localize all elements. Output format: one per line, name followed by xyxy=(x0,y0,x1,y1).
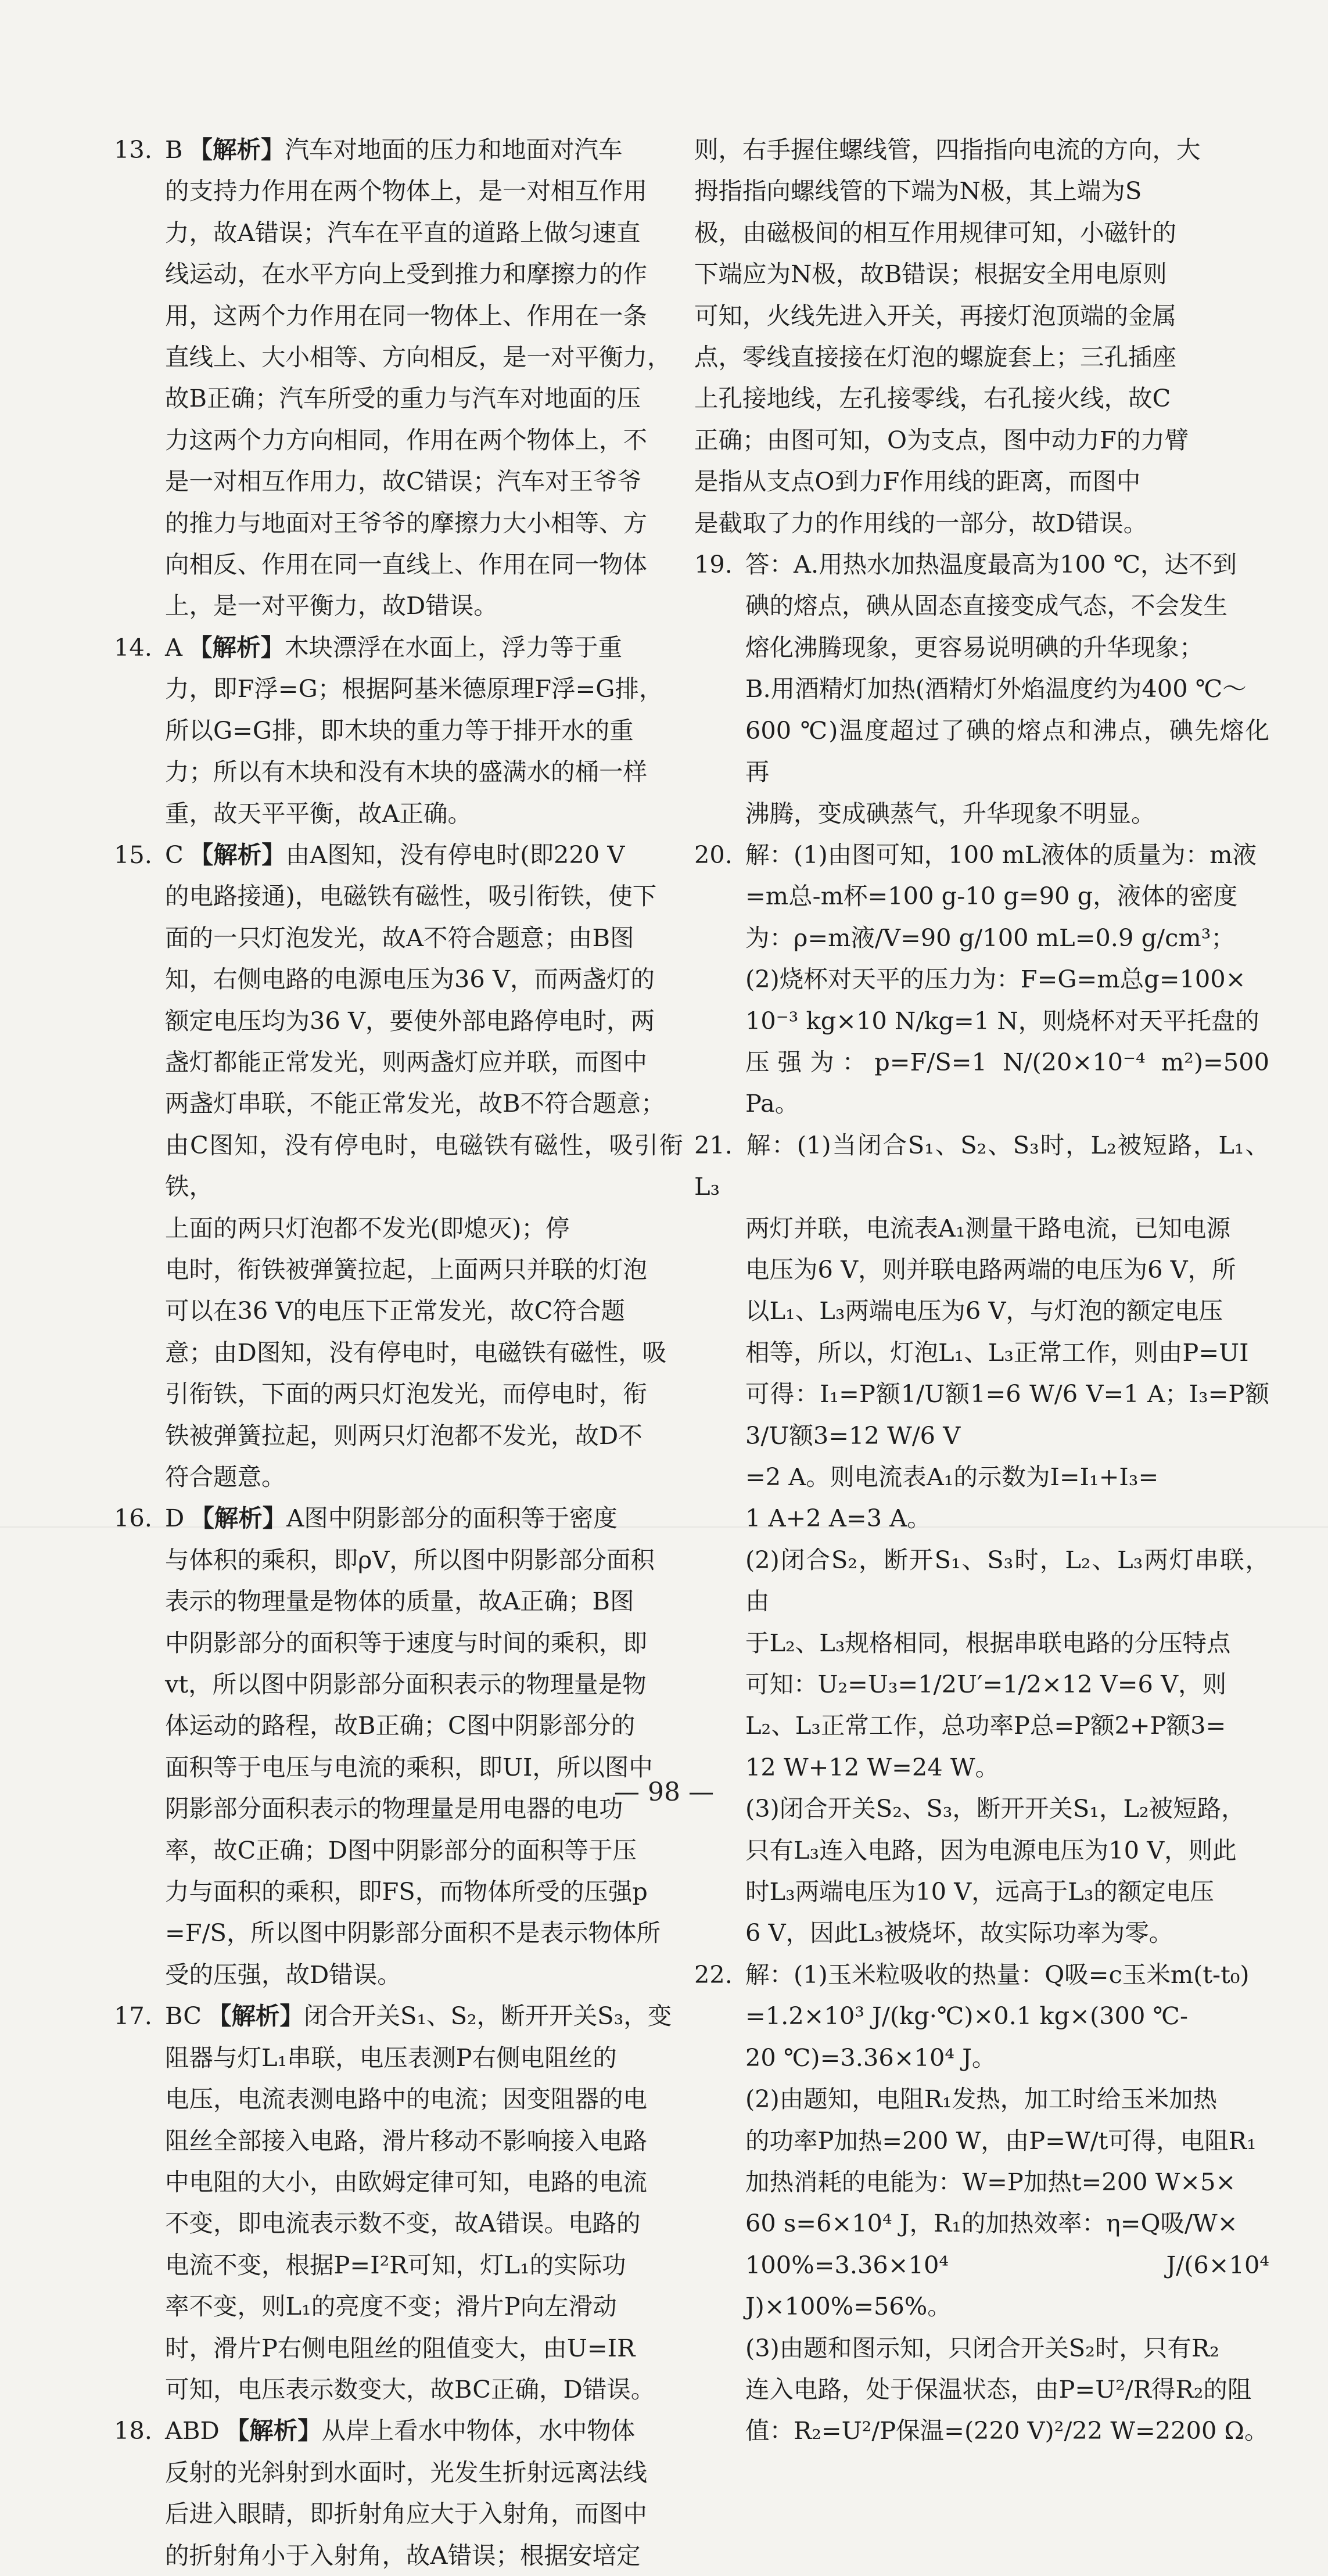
answer-line: 面积等于电压与电流的乘积，即UI，所以图中 xyxy=(165,1752,653,1781)
answer-first-line xyxy=(694,834,1269,875)
answer-line: 极，由磁极间的相互作用规律可知，小磁针的 xyxy=(694,218,1177,247)
answer-line: 中电阻的大小，由欧姆定律可知，电路的电流 xyxy=(165,2167,648,2196)
answer-line: 沸腾，变成碘蒸气，升华现象不明显。 xyxy=(745,799,1155,828)
answer-line: (3)闭合开关S₂、S₃，断开开关S₁，L₂被短路， xyxy=(745,1794,1246,1823)
answer-line: 可知：U₂=U₃=1/2U′=1/2×12 V=6 V，则 xyxy=(745,1670,1227,1699)
answer-line: 100%=3.36×10⁴ J/(6×10⁴ J)×100%=56%。 xyxy=(745,2250,1269,2321)
answer-line: 力，即F浮=G；根据阿基米德原理F浮=G排， xyxy=(165,674,663,703)
answer-line: 60 s=6×10⁴ J，R₁的加热效率：η=Q吸/W× xyxy=(745,2209,1238,2238)
analysis-tag: 【解析】 xyxy=(189,840,286,869)
analysis-tag: 【解析】 xyxy=(190,1504,287,1533)
answer-text: 答：A.用热水加热温度最高为100 ℃，达不到 xyxy=(745,550,1237,579)
answer-line: 意；由D图知，没有停电时，电磁铁有磁性，吸 xyxy=(165,1338,667,1367)
answer-line: 600 ℃)温度超过了碘的熔点和沸点，碘先熔化再 xyxy=(745,716,1269,786)
answer-line: 体运动的路程，故B正确；C图中阴影部分的 xyxy=(165,1711,636,1740)
answer-line: 知，右侧电路的电源电压为36 V，而两盏灯的 xyxy=(165,965,655,994)
answer-line: (2)闭合S₂，断开S₁、S₃时，L₂、L₃两灯串联，由 xyxy=(745,1545,1269,1616)
answer-item xyxy=(694,834,1269,1124)
answer-line: L₂、L₃正常工作，总功率P总=P额2+P额3= xyxy=(745,1711,1226,1740)
answer-line: 率，故C正确；D图中阴影部分的面积等于压 xyxy=(165,1835,637,1864)
answer-line: 的支持力作用在两个物体上，是一对相互作用 xyxy=(165,177,648,206)
question-number: 20. xyxy=(694,840,733,869)
answer-line: B.用酒精灯加热(酒精灯外焰温度约为400 ℃～ xyxy=(745,674,1247,703)
answer-text: 闭合开关S₁、S₂，断开开关S₃，变 xyxy=(304,2002,672,2031)
answer-line: 碘的熔点，碘从固态直接变成气态，不会发生 xyxy=(745,591,1228,620)
answer-line: 加热消耗的电能为：W=P加热t=200 W×5× xyxy=(745,2167,1236,2196)
answer-line: =F/S，所以图中阴影部分面积不是表示物体所 xyxy=(165,1918,661,1948)
answer-choice: BC xyxy=(165,2002,202,2031)
answer-first-line xyxy=(114,129,683,170)
answer-line: (2)由题知，电阻R₁发热，加工时给玉米加热 xyxy=(745,2085,1218,2114)
analysis-tag: 【解析】 xyxy=(207,2002,304,2031)
answer-text: A图中阴影部分的面积等于密度 xyxy=(286,1504,618,1533)
answer-choice: B xyxy=(165,135,183,164)
answer-line: 可知，电压表示数变大，故BC正确，D错误。 xyxy=(165,2374,655,2403)
answer-item xyxy=(114,1497,683,1995)
question-number: 19. xyxy=(694,550,733,579)
answer-line: =2 A。则电流表A₁的示数为I=I₁+I₃= xyxy=(745,1463,1159,1491)
question-number: 22. xyxy=(694,1960,733,1989)
answer-line: 阻器与灯L₁串联，电压表测P右侧电阻丝的 xyxy=(165,2043,617,2072)
answer-line: 阴影部分面积表示的物理量是用电器的电功 xyxy=(165,1794,623,1823)
answer-line: 力这两个力方向相同，作用在两个物体上，不 xyxy=(165,425,648,454)
answer-line: 时，滑片P右侧电阻丝的阻值变大，由U=IR xyxy=(165,2333,636,2362)
answer-item xyxy=(114,834,683,1498)
answer-line: 可以在36 V的电压下正常发光，故C符合题 xyxy=(165,1296,625,1325)
answer-line: 的推力与地面对王爷爷的摩擦力大小相等、方 xyxy=(165,508,648,537)
answer-line: (2)烧杯对天平的压力为：F=G=m总g=100× xyxy=(745,965,1246,994)
answer-line: 受的压强，故D错误。 xyxy=(165,1960,401,1989)
answer-text: 解：(1)当闭合S₁、S₂、S₃时，L₂被短路，L₁、L₃ xyxy=(694,1130,1269,1201)
answer-line: 额定电压均为36 V，要使外部电路停电时，两 xyxy=(165,1006,655,1035)
answer-line: 符合题意。 xyxy=(165,1463,286,1491)
analysis-tag: 【解析】 xyxy=(188,135,285,164)
answer-first-line xyxy=(694,544,1269,585)
answer-choice: ABD xyxy=(165,2416,220,2445)
answer-text: 解：(1)由图可知，100 mL液体的质量为：m液 xyxy=(745,840,1257,869)
answer-line: 阻丝全部接入电路，滑片移动不影响接入电路 xyxy=(165,2126,648,2155)
question-number: 14. xyxy=(114,633,152,662)
answer-item xyxy=(114,2410,683,2576)
answer-line: 以L₁、L₃两端电压为6 V，与灯泡的额定电压 xyxy=(745,1296,1223,1325)
answer-line: 率不变，则L₁的亮度不变；滑片P向左滑动 xyxy=(165,2292,617,2321)
answer-text: 由A图知，没有停电时(即220 V xyxy=(285,840,625,869)
answer-first-line xyxy=(694,1124,1269,1208)
answer-item xyxy=(114,1995,683,2410)
answer-line: 面的一只灯泡发光，故A不符合题意；由B图 xyxy=(165,923,634,952)
answer-first-line xyxy=(114,627,683,668)
answer-line: 为：ρ=m液/V=90 g/100 mL=0.9 g/cm³； xyxy=(745,923,1235,952)
answer-choice: D xyxy=(165,1504,185,1533)
question-number: 21. xyxy=(694,1130,733,1159)
right-column xyxy=(694,129,1269,2452)
answer-line: 向相反、作用在同一直线上、作用在同一物体 xyxy=(165,550,648,579)
question-number: 15. xyxy=(114,840,152,869)
answer-line: vt，所以图中阴影部分面积表示的物理量是物 xyxy=(165,1670,647,1699)
answer-choice: A xyxy=(165,633,182,662)
answer-line: 盏灯都能正常发光，则两盏灯应并联，而图中 xyxy=(165,1047,648,1076)
answer-line: 所以G=G排，即木块的重力等于排开水的重 xyxy=(165,716,634,745)
answer-item xyxy=(694,129,1269,544)
answer-item xyxy=(694,1124,1269,1954)
answer-line: 的电路接通)，电磁铁有磁性，吸引衔铁，使下 xyxy=(165,882,657,911)
answer-line: 与体积的乘积，即ρV，所以图中阴影部分面积 xyxy=(165,1545,655,1574)
answer-line: 点，零线直接接在灯泡的螺旋套上；三孔插座 xyxy=(694,343,1177,372)
answer-line: 铁被弹簧拉起，则两只灯泡都不发光，故D不 xyxy=(165,1421,643,1450)
answer-line: 不变，即电流表示数不变，故A错误。电路的 xyxy=(165,2209,641,2238)
answer-line: 上，是一对平衡力，故D错误。 xyxy=(165,591,498,620)
answer-first-line xyxy=(114,834,683,875)
answer-line: 的功率P加热=200 W，由P=W/t可得，电阻R₁ xyxy=(745,2126,1257,2155)
answer-line: 上面的两只灯泡都不发光(即熄灭)；停 xyxy=(165,1213,570,1242)
left-column xyxy=(114,129,683,2576)
answer-line: 力与面积的乘积，即FS，而物体所受的压强p xyxy=(165,1877,648,1906)
answer-first-line xyxy=(114,1497,683,1539)
answer-item xyxy=(114,129,683,627)
question-number: 16. xyxy=(114,1504,152,1533)
answer-item xyxy=(114,627,683,834)
answer-text: 木块漂浮在水面上，浮力等于重 xyxy=(285,633,623,662)
answer-line: 6 V，因此L₃被烧坏，故实际功率为零。 xyxy=(745,1918,1173,1948)
answer-first-line xyxy=(694,1954,1269,1995)
answer-line: 线运动，在水平方向上受到推力和摩擦力的作 xyxy=(165,260,648,289)
answer-line: 后进入眼睛，即折射角应大于入射角，而图中 xyxy=(165,2499,648,2528)
answer-line: 时L₃两端电压为10 V，远高于L₃的额定电压 xyxy=(745,1877,1214,1906)
answer-line: 电流不变，根据P=I²R可知，灯L₁的实际功 xyxy=(165,2250,626,2279)
answer-text: 汽车对地面的压力和地面对汽车 xyxy=(285,135,623,164)
answer-line: 12 W+12 W=24 W。 xyxy=(745,1752,1000,1781)
answer-line: 是指从支点O到力F作用线的距离，而图中 xyxy=(694,467,1141,496)
answer-line: 力，故A错误；汽车在平直的道路上做匀速直 xyxy=(165,218,641,247)
answer-line: 于L₂、L₃规格相同，根据串联电路的分压特点 xyxy=(745,1628,1231,1657)
answer-first-line xyxy=(114,1995,683,2036)
answer-item xyxy=(694,1954,1269,2452)
question-number: 18. xyxy=(114,2416,152,2445)
answer-line: =m总-m杯=100 g-10 g=90 g，液体的密度 xyxy=(745,882,1238,911)
answer-line: 电时，衔铁被弹簧拉起，上面两只并联的灯泡 xyxy=(165,1255,648,1284)
answer-line: 值：R₂=U²/P保温=(220 V)²/22 W=2200 Ω。 xyxy=(745,2416,1269,2445)
page-number: — 98 — xyxy=(614,1777,714,1807)
answer-line: 1 A+2 A=3 A。 xyxy=(745,1504,931,1533)
answer-line: 力；所以有木块和没有木块的盛满水的桶一样 xyxy=(165,757,648,786)
answer-text: 解：(1)玉米粒吸收的热量：Q吸=c玉米m(t-t₀) xyxy=(745,1960,1250,1989)
page-crease xyxy=(0,1526,1328,1528)
answer-line: 上孔接地线，左孔接零线，右孔接火线，故C xyxy=(694,384,1171,413)
answer-line: 连入电路，处于保温状态，由P=U²/R得R₂的阻 xyxy=(745,2374,1252,2403)
answer-line: 用，这两个力作用在同一物体上、作用在一条 xyxy=(165,301,648,330)
answer-line: 由C图知，没有停电时，电磁铁有磁性，吸引衔铁， xyxy=(165,1130,683,1201)
answer-line: 正确；由图可知，O为支点，图中动力F的力臂 xyxy=(694,425,1189,454)
answer-line: 熔化沸腾现象，更容易说明碘的升华现象； xyxy=(745,633,1204,662)
answer-line: 只有L₃连入电路，因为电源电压为10 V，则此 xyxy=(745,1835,1237,1864)
answer-line: 下端应为N极，故B错误；根据安全用电原则 xyxy=(694,260,1167,289)
answer-line: 20 ℃)=3.36×10⁴ J。 xyxy=(745,2043,996,2072)
answer-line: 压强为：p=F/S=1 N/(20×10⁻⁴ m²)=500 Pa。 xyxy=(745,1047,1269,1118)
answer-line: 是截取了力的作用线的一部分，故D错误。 xyxy=(694,508,1148,537)
answer-line: 表示的物理量是物体的质量，故A正确；B图 xyxy=(165,1587,634,1616)
answer-line: 10⁻³ kg×10 N/kg=1 N，则烧杯对天平托盘的 xyxy=(745,1006,1259,1035)
answer-line: 可得：I₁=P额1/U额1=6 W/6 V=1 A；I₃=P额3/U额3=12 W/6 V xyxy=(745,1379,1269,1450)
question-number: 17. xyxy=(114,2002,152,2031)
answer-line: 可知，火线先进入开关，再接灯泡顶端的金属 xyxy=(694,301,1177,330)
answer-line: 电压，电流表测电路中的电流；因变阻器的电 xyxy=(165,2085,648,2114)
answer-line: 电压为6 V，则并联电路两端的电压为6 V，所 xyxy=(745,1255,1236,1284)
answer-line: 直线上、大小相等、方向相反，是一对平衡力， xyxy=(165,343,672,372)
answer-first-line xyxy=(114,2410,683,2451)
question-number: 13. xyxy=(114,135,152,164)
answer-text: 从岸上看水中物体，水中物体 xyxy=(321,2416,636,2445)
answer-line: =1.2×10³ J/(kg·℃)×0.1 kg×(300 ℃- xyxy=(745,2002,1188,2031)
answer-line: 则，右手握住螺线管，四指指向电流的方向，大 xyxy=(694,135,1201,164)
answer-item xyxy=(694,544,1269,834)
answer-line: 相等，所以，灯泡L₁、L₃正常工作，则由P=UI xyxy=(745,1338,1249,1367)
answer-line: 两灯并联，电流表A₁测量干路电流，已知电源 xyxy=(745,1213,1231,1242)
answer-line: 的折射角小于入射角，故A错误；根据安培定 xyxy=(165,2541,641,2570)
answer-line: 引衔铁，下面的两只灯泡发光，而停电时，衔 xyxy=(165,1379,648,1409)
answer-line: (3)由题和图示知，只闭合开关S₂时，只有R₂ xyxy=(745,2333,1219,2362)
answer-line: 两盏灯串联，不能正常发光，故B不符合题意； xyxy=(165,1089,665,1118)
answer-line: 是一对相互作用力，故C错误；汽车对王爷爷 xyxy=(165,467,642,496)
answer-line: 重，故天平平衡，故A正确。 xyxy=(165,799,472,828)
answer-line: 反射的光斜射到水面时，光发生折射远离法线 xyxy=(165,2458,648,2487)
answer-line: 中阴影部分的面积等于速度与时间的乘积，即 xyxy=(165,1628,648,1657)
answer-line: 拇指指向螺线管的下端为N极，其上端为S xyxy=(694,177,1142,206)
answer-choice: C xyxy=(165,840,184,869)
analysis-tag: 【解析】 xyxy=(188,633,285,662)
analysis-tag: 【解析】 xyxy=(225,2416,322,2445)
answer-line: 故B正确；汽车所受的重力与汽车对地面的压 xyxy=(165,384,641,413)
